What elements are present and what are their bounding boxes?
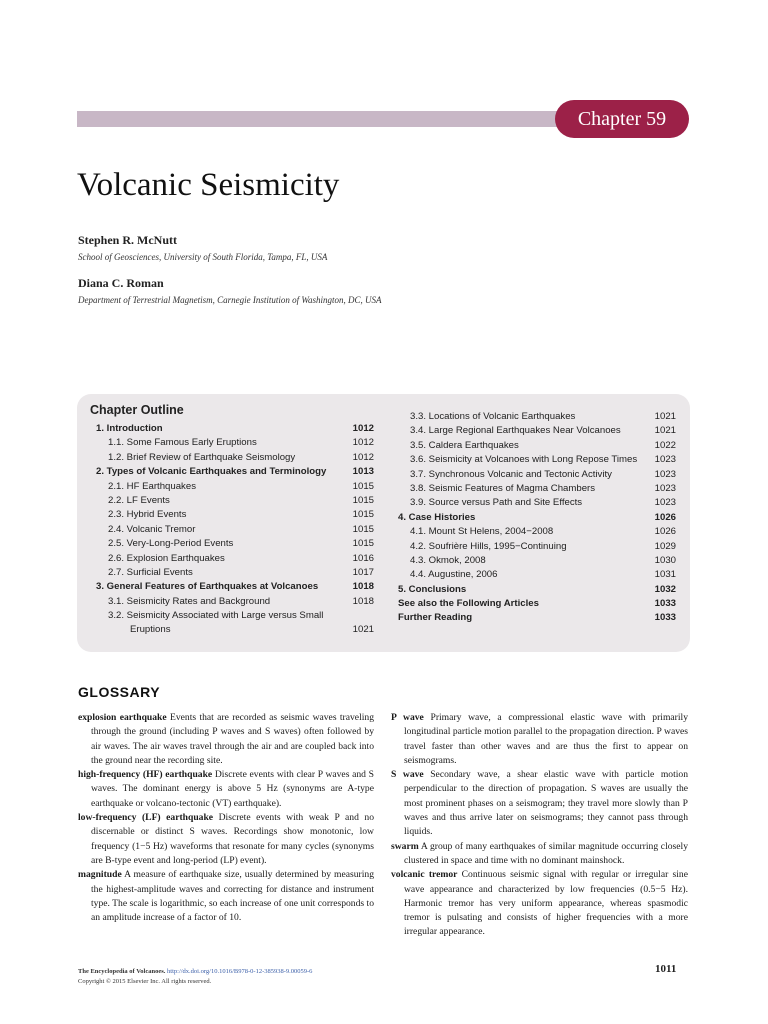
- page-footer: [78, 967, 312, 987]
- outline-entry-page: 1023: [654, 497, 676, 509]
- glossary-definition: A group of many earthquakes of similar magnitude occurring closely clustered in space and time with no dominant mainshock.: [404, 840, 688, 866]
- outline-entry[interactable]: [398, 511, 676, 525]
- outline-entry-page: 1021: [352, 624, 374, 636]
- outline-entry-label: 4. Case Histories: [398, 511, 476, 523]
- outline-entry[interactable]: [398, 525, 676, 539]
- outline-entry-page: 1033: [654, 598, 676, 610]
- outline-entry-label: 1.1. Some Famous Early Eruptions: [108, 437, 257, 449]
- outline-entry-page: 1017: [352, 566, 374, 578]
- outline-entry[interactable]: [398, 554, 676, 568]
- outline-entry[interactable]: [398, 482, 676, 496]
- outline-entry-label: 2.6. Explosion Earthquakes: [108, 552, 225, 564]
- outline-entry[interactable]: [96, 566, 374, 580]
- outline-entry-label: 2.5. Very-Long-Period Events: [108, 538, 234, 550]
- glossary-term: S wave: [391, 769, 424, 781]
- glossary-definition: Discrete events with clear P waves and S waves. The dominant energy is above 5 Hz (synonyms are A-type earthquake or volcano-tectonic (VT) earthquake).: [91, 769, 374, 809]
- outline-entry[interactable]: [96, 595, 374, 609]
- glossary-right-column: [391, 711, 688, 940]
- outline-entry[interactable]: [398, 496, 676, 510]
- outline-entry-label: 3.5. Caldera Earthquakes: [410, 439, 519, 451]
- outline-entry-label: 4.3. Okmok, 2008: [410, 554, 486, 566]
- outline-entry[interactable]: [398, 453, 676, 467]
- outline-entry-label: 2.2. LF Events: [108, 494, 170, 506]
- outline-entry-label: 3.4. Large Regional Earthquakes Near Volcanoes: [410, 425, 621, 437]
- outline-entry-label: 2.7. Surficial Events: [108, 566, 193, 578]
- outline-entry-page: 1015: [352, 494, 374, 506]
- glossary-definition: Primary wave, a compressional elastic wave with primarily longitudinal particle motion parallel to the propagation direction. P waves travel faster than other waves and are thus the first to appear on seismograms.: [404, 712, 688, 766]
- book-title: The Encyclopedia of Volcanoes.: [78, 968, 166, 975]
- outline-entry[interactable]: [398, 439, 676, 453]
- outline-entry-page: 1023: [654, 454, 676, 466]
- outline-entry[interactable]: [96, 436, 374, 450]
- copyright-notice: Copyright © 2015 Elsevier Inc. All rights reserved.: [78, 978, 212, 985]
- outline-entry-page: 1013: [352, 466, 374, 478]
- outline-entry-page: 1016: [352, 552, 374, 564]
- outline-entry-label: 5. Conclusions: [398, 583, 467, 595]
- outline-entry[interactable]: [398, 611, 676, 625]
- glossary-entry: [78, 768, 374, 811]
- chapter-title: Volcanic Seismicity: [77, 167, 340, 203]
- outline-entry-label: 3.7. Synchronous Volcanic and Tectonic Activity: [410, 468, 612, 480]
- outline-entry-page: 1012: [352, 423, 374, 434]
- author-name: Diana C. Roman: [78, 276, 164, 290]
- outline-entry-label: 4.2. Soufrière Hills, 1995−Continuing: [410, 540, 567, 552]
- outline-entry-label: 3. General Features of Earthquakes at Volcanoes: [96, 581, 319, 593]
- glossary-left-column: [78, 711, 374, 925]
- glossary-entry: [78, 711, 374, 768]
- outline-entry-page: 1015: [352, 509, 374, 521]
- outline-entry-page: 1012: [352, 451, 374, 463]
- outline-entry-page: 1022: [654, 439, 676, 451]
- glossary-entry: [78, 811, 374, 868]
- outline-entry[interactable]: [398, 583, 676, 597]
- glossary-entry: [391, 711, 688, 768]
- outline-entry[interactable]: [96, 552, 374, 566]
- outline-entry-page: 1033: [654, 612, 676, 624]
- glossary-definition: A measure of earthquake size, usually determined by measuring the highest-amplitude waves and correcting for distance and instrument type. The scale is logarithmic, so each increase of one unit corresponds to an amplitude increase of a factor of 10.: [91, 869, 374, 924]
- outline-entry-page: 1012: [352, 437, 374, 449]
- outline-entry[interactable]: [398, 468, 676, 482]
- outline-entry[interactable]: [398, 540, 676, 554]
- outline-entry-label: 4.1. Mount St Helens, 2004−2008: [410, 526, 554, 538]
- glossary-heading: GLOSSARY: [78, 684, 161, 700]
- outline-entry[interactable]: [96, 508, 374, 522]
- outline-entry-label: 2. Types of Volcanic Earthquakes and Terminology: [96, 466, 327, 478]
- outline-entry-page: 1021: [654, 425, 676, 437]
- outline-entry[interactable]: [96, 465, 374, 479]
- outline-entry[interactable]: [96, 623, 374, 637]
- chapter-badge: Chapter 59: [555, 100, 689, 138]
- outline-entry[interactable]: [398, 410, 676, 424]
- outline-entry-label: 2.3. Hybrid Events: [108, 509, 187, 521]
- page-number: 1011: [655, 963, 677, 975]
- outline-entry-label: 3.1. Seismicity Rates and Background: [108, 595, 271, 607]
- outline-entry-page: 1023: [654, 468, 676, 480]
- outline-entry[interactable]: [96, 494, 374, 508]
- glossary-term: low-frequency (LF) earthquake: [78, 812, 214, 824]
- outline-entry-label: 3.8. Seismic Features of Magma Chambers: [410, 482, 596, 494]
- chapter-outline-title: Chapter Outline: [90, 403, 184, 417]
- outline-entry[interactable]: [96, 451, 374, 465]
- glossary-entry: [391, 868, 688, 939]
- outline-entry-label: 3.2. Seismicity Associated with Large versus Small: [108, 610, 324, 622]
- outline-right-column: [398, 410, 676, 626]
- outline-entry[interactable]: [96, 537, 374, 551]
- outline-entry-page: 1015: [352, 480, 374, 492]
- outline-entry[interactable]: [398, 597, 676, 611]
- outline-entry-page: 1029: [654, 540, 676, 552]
- outline-entry-label: 1.2. Brief Review of Earthquake Seismology: [108, 451, 296, 463]
- glossary-term: magnitude: [78, 869, 122, 881]
- outline-entry-page: 1031: [654, 569, 676, 581]
- glossary-definition: Discrete events with weak P and no discernable or distinct S waves. Recordings show monotonic, low frequency (1−5 Hz) waveforms that resonate for many cycles (synonyms are B-type event and long-period (LP) event).: [91, 812, 375, 866]
- glossary-entry: [391, 768, 688, 839]
- outline-entry-label: 4.4. Augustine, 2006: [410, 569, 498, 581]
- outline-entry-page: 1018: [352, 581, 374, 593]
- author-affiliation: School of Geosciences, University of South Florida, Tampa, FL, USA: [78, 252, 328, 262]
- chapter-band: [77, 111, 557, 127]
- outline-entry-label: Eruptions: [130, 624, 171, 636]
- outline-left-column: [96, 422, 374, 638]
- glossary-entry: [78, 868, 374, 925]
- outline-entry-page: 1032: [654, 583, 676, 595]
- glossary-entry: [391, 840, 688, 869]
- glossary-definition: Secondary wave, a shear elastic wave with particle motion perpendicular to the direction of propagation. S waves are usually the most prominent phases on a seismogram; they travel more slowly than P waves and thus arrive later on seismograms; they cannot pass through liquids.: [404, 769, 689, 838]
- outline-entry-label: 3.9. Source versus Path and Site Effects: [410, 497, 583, 509]
- glossary-term: explosion earthquake: [78, 712, 167, 723]
- outline-entry-page: 1018: [352, 595, 374, 607]
- outline-entry-page: 1023: [654, 482, 676, 494]
- outline-entry-page: 1030: [654, 554, 676, 566]
- outline-entry-label: Further Reading: [398, 612, 473, 624]
- outline-entry[interactable]: [96, 523, 374, 537]
- outline-entry-label: 2.4. Volcanic Tremor: [108, 523, 196, 535]
- glossary-term: P wave: [391, 712, 424, 723]
- author-name: Stephen R. McNutt: [78, 233, 177, 247]
- outline-entry-page: 1026: [654, 526, 676, 538]
- author-affiliation: Department of Terrestrial Magnetism, Carnegie Institution of Washington, DC, USA: [78, 295, 382, 305]
- glossary-definition: Events that are recorded as seismic waves traveling through the ground (including P waves and S waves) often followed by air waves. The air waves travel through the air and are coupled back into the ground near the recording site.: [91, 712, 374, 766]
- outline-entry-label: 2.1. HF Earthquakes: [108, 480, 196, 492]
- outline-entry[interactable]: [96, 609, 374, 623]
- outline-entry[interactable]: [398, 568, 676, 582]
- outline-entry[interactable]: [96, 422, 374, 436]
- doi-link[interactable]: http://dx.doi.org/10.1016/B978-0-12-385938-9.00059-6: [167, 968, 313, 975]
- outline-entry-label: 3.3. Locations of Volcanic Earthquakes: [410, 411, 576, 422]
- outline-entry[interactable]: [96, 580, 374, 594]
- outline-entry[interactable]: [96, 480, 374, 494]
- glossary-term: volcanic tremor: [391, 869, 458, 881]
- outline-entry-label: See also the Following Articles: [398, 598, 539, 610]
- outline-entry-label: 1. Introduction: [96, 423, 163, 434]
- outline-entry-label: 3.6. Seismicity at Volcanoes with Long Repose Times: [410, 454, 638, 466]
- outline-entry-page: 1026: [654, 511, 676, 523]
- glossary-term: high-frequency (HF) earthquake: [78, 769, 213, 781]
- outline-entry-page: 1015: [352, 523, 374, 535]
- outline-entry[interactable]: [398, 424, 676, 438]
- outline-entry-page: 1015: [352, 538, 374, 550]
- outline-entry-page: 1021: [654, 411, 676, 422]
- glossary-definition: Continuous seismic signal with regular or irregular sine wave appearance and characterized by low frequencies (0.5−5 Hz). Harmonic tremor has very uniform appearance, whereas spasmodic tremor is pulsating and consists of higher frequencies with a more irregular appearance.: [404, 869, 688, 938]
- glossary-term: swarm: [391, 840, 419, 852]
